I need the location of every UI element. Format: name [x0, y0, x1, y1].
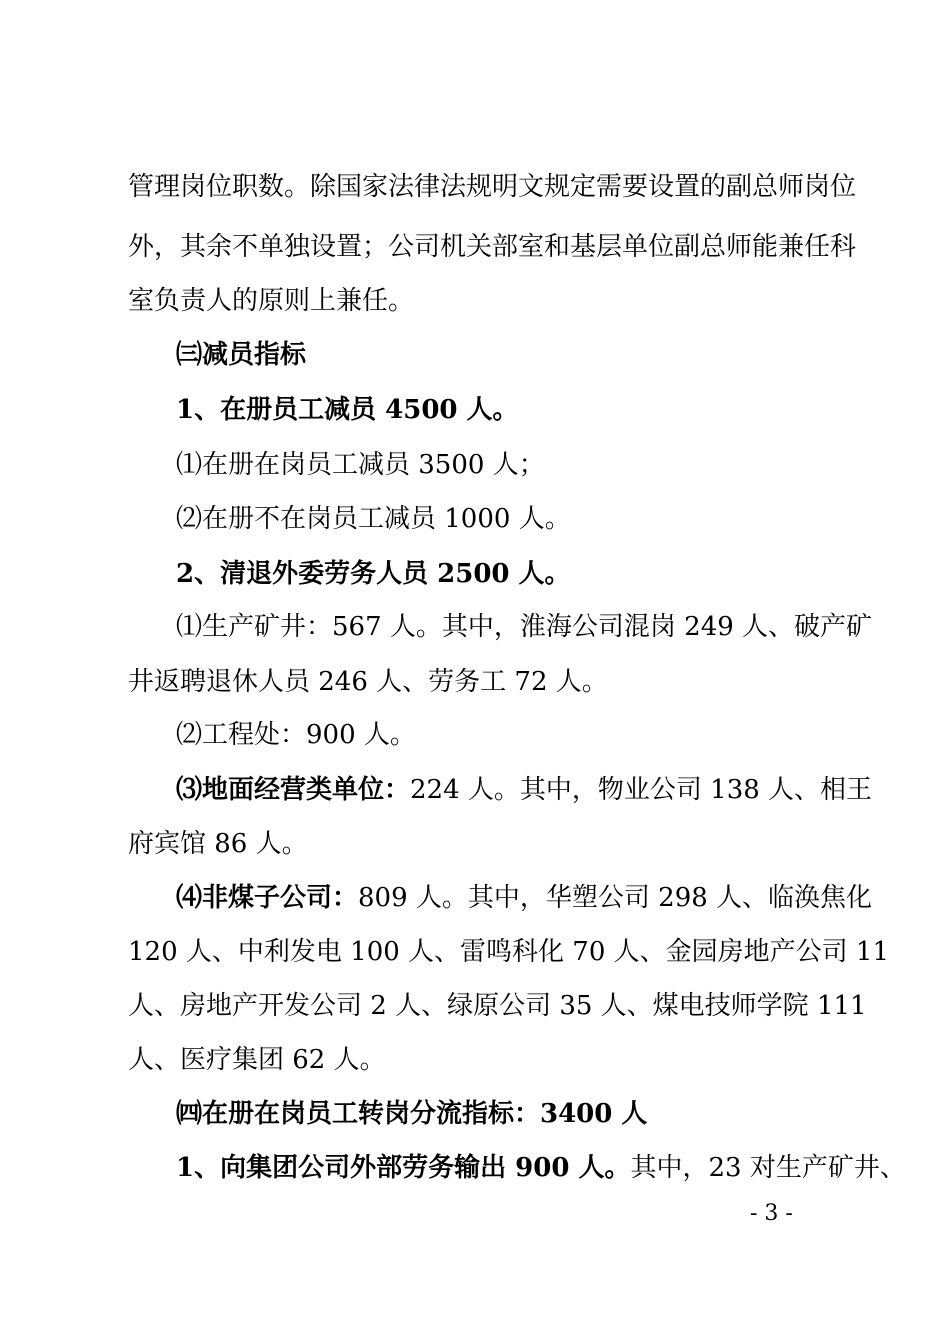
item-text: 224 人。其中，物业公司 138 人、相王 — [410, 775, 873, 805]
item-text: 809 人。其中，华塑公司 298 人、临涣焦化 — [358, 883, 873, 913]
paragraph-line: 井返聘退休人员 246 人、劳务工 72 人。 — [128, 667, 608, 697]
paragraph-line: 室负责人的原则上兼任。 — [128, 286, 415, 316]
paragraph-line: 外，其余不单独设置；公司机关部室和基层单位副总师能兼任科 — [128, 232, 857, 262]
paragraph-line: 人、房地产开发公司 2 人、绿原公司 35 人、煤电技师学院 111 — [128, 991, 867, 1021]
list-item: 1、在册员工减员 4500 人。 — [176, 395, 519, 425]
list-item: ⑴生产矿井：567 人。其中，淮海公司混岗 249 人、破产矿 — [176, 612, 873, 642]
paragraph-line: 人、医疗集团 62 人。 — [128, 1045, 386, 1075]
list-item: ⑵工程处：900 人。 — [176, 720, 416, 750]
section-heading: ㈣在册在岗员工转岗分流指标：3400 人 — [176, 1099, 648, 1129]
item-label: ⑶地面经营类单位： — [176, 775, 411, 805]
list-item — [176, 883, 873, 913]
item-label: 1、向集团公司外部劳务输出 900 人。 — [176, 1153, 631, 1183]
section-heading: ㈢减员指标 — [176, 340, 307, 370]
page-number: - 3 - — [750, 1201, 793, 1226]
list-item — [176, 1153, 906, 1183]
item-text: 其中，23 对生产矿井、 — [630, 1153, 906, 1183]
list-item: ⑴在册在岗员工减员 3500 人； — [176, 450, 545, 480]
paragraph-line: 府宾馆 86 人。 — [128, 829, 308, 859]
paragraph-line: 管理岗位职数。除国家法律法规明文规定需要设置的副总师岗位 — [128, 172, 857, 202]
item-label: ⑷非煤子公司： — [176, 883, 359, 913]
list-item — [176, 775, 873, 805]
list-item: 2、清退外委劳务人员 2500 人。 — [176, 559, 571, 589]
list-item: ⑵在册不在岗员工减员 1000 人。 — [176, 504, 571, 534]
paragraph-line: 120 人、中利发电 100 人、雷鸣科化 70 人、金园房地产公司 11 — [128, 937, 890, 967]
